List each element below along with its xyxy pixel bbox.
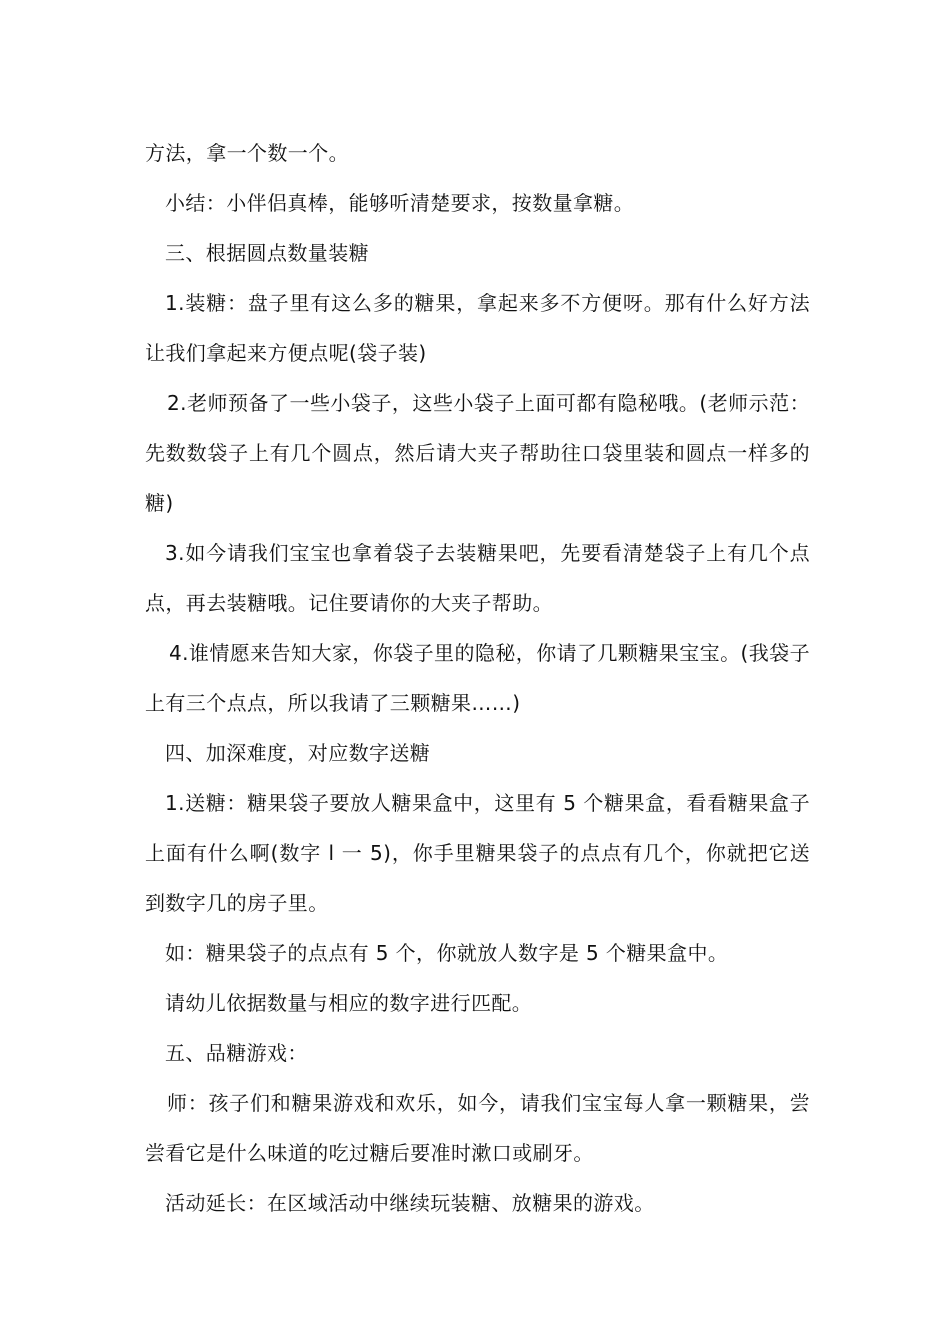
section-heading-4: 四、加深难度，对应数字送糖 bbox=[165, 741, 431, 765]
paragraph-summary: 小结：小伴侣真棒，能够听清楚要求，按数量拿糖。 bbox=[165, 191, 635, 215]
paragraph-step-4: 4.谁情愿来告知大家，你袋子里的隐秘，你请了几颗糖果宝宝。(我袋子上有三个点点，所以我请了三颗糖果……) bbox=[145, 641, 810, 715]
section-heading-5: 五、品糖游戏： bbox=[165, 1041, 308, 1065]
paragraph-matching: 请幼儿依据数量与相应的数字进行匹配。 bbox=[165, 991, 533, 1015]
paragraph-step-3: 3.如今请我们宝宝也拿着袋子去装糖果吧，先要看清楚袋子上有几个点点，再去装糖哦。记住要请你的大夹子帮助。 bbox=[145, 541, 810, 615]
document-body bbox=[145, 128, 810, 1228]
paragraph-step-2: 2.老师预备了一些小袋子，这些小袋子上面可都有隐秘哦。(老师示范：先数数袋子上有几个圆点，然后请大夹子帮助往口袋里装和圆点一样多的糖) bbox=[145, 391, 810, 515]
paragraph-teacher: 师：孩子们和糖果游戏和欢乐，如今，请我们宝宝每人拿一颗糖果，尝尝看它是什么味道的吃过糖后要准时漱口或刷牙。 bbox=[145, 1091, 810, 1165]
paragraph-deliver-step-1: 1.送糖：糖果袋子要放人糖果盒中，这里有 5 个糖果盒，看看糖果盒子上面有什么啊(数字 l 一 5)，你手里糖果袋子的点点有几个，你就把它送到数字几的房子里。 bbox=[145, 791, 810, 915]
paragraph-step-1: 1.装糖：盘子里有这么多的糖果，拿起来多不方便呀。那有什么好方法让我们拿起来方便点呢(袋子装) bbox=[145, 291, 810, 365]
paragraph-example: 如：糖果袋子的点点有 5 个，你就放人数字是 5 个糖果盒中。 bbox=[165, 941, 729, 965]
paragraph-continuation: 方法，拿一个数一个。 bbox=[145, 141, 349, 165]
paragraph-extension: 活动延长：在区域活动中继续玩装糖、放糖果的游戏。 bbox=[165, 1191, 655, 1215]
section-heading-3: 三、根据圆点数量装糖 bbox=[165, 241, 369, 265]
